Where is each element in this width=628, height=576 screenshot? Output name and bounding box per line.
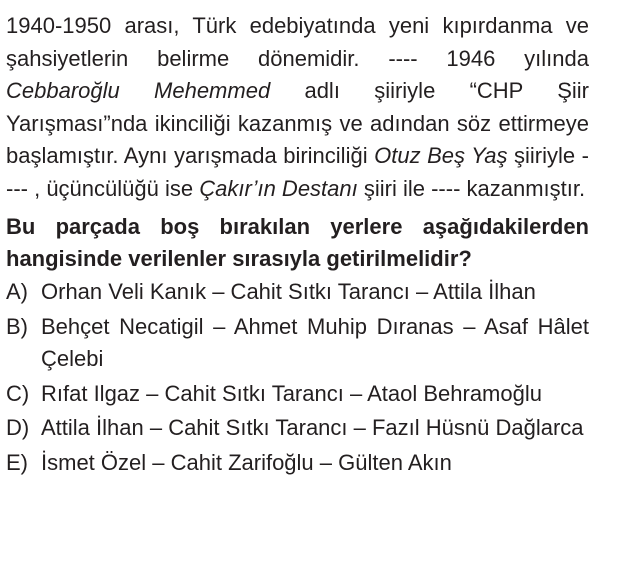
option-letter: A) xyxy=(6,279,28,304)
question-page xyxy=(6,10,589,479)
option-text: Orhan Veli Kanık – Cahit Sıtkı Tarancı – Attila İlhan xyxy=(41,279,536,304)
option-text: Behçet Necatigil – Ahmet Muhip Dıranas – Asaf Hâlet Çelebi xyxy=(41,313,589,371)
passage-paragraph xyxy=(6,10,589,205)
option-e[interactable] xyxy=(6,447,589,480)
option-text: Rıfat Ilgaz – Cahit Sıtkı Tarancı – Ataol Behramoğlu xyxy=(41,380,542,406)
option-letter: E) xyxy=(6,449,28,475)
option-letter: D) xyxy=(6,415,30,440)
option-text: Attila İlhan – Cahit Sıtkı Tarancı – Fazıl Hüsnü Dağlarca xyxy=(41,415,584,440)
option-c[interactable] xyxy=(6,378,589,411)
passage-text-3: şiiriyle ---- , üçüncülüğü ise xyxy=(6,143,589,201)
option-text: İsmet Özel – Cahit Zarifoğlu – Gülten Akın xyxy=(41,449,452,475)
passage-text-2: adlı şiiriyle “CHP Şiir Yarışması”nda ikinciliği kazanmış ve adından söz ettirmeye başlamıştır. Aynı yarışmada birinciliği xyxy=(6,78,589,168)
poem-title-otuz-bes-yas: Otuz Beş Yaş xyxy=(374,143,508,168)
passage-text-4: şiiri ile ---- kazanmıştır. xyxy=(357,175,586,201)
option-a[interactable] xyxy=(6,276,589,309)
option-letter: B) xyxy=(6,313,28,339)
question-stem: Bu parçada boş bırakılan yerlere aşağıdakilerden hangisinde verilenler sırasıyla getirilmelidir? xyxy=(6,214,589,271)
option-b[interactable] xyxy=(6,311,589,376)
option-letter: C) xyxy=(6,380,30,406)
passage-text-1: 1940-1950 arası, Türk edebiyatında yeni kıpırdanma ve şahsiyetlerin belirme dönemidir. ---- 1946 yılında xyxy=(6,13,589,71)
answer-options xyxy=(6,276,589,479)
poem-title-cakirin-destani: Çakır’ın Destanı xyxy=(199,175,358,201)
poem-title-cebbaroglu: Cebbaroğlu Mehemmed xyxy=(6,78,271,103)
passage xyxy=(6,10,589,205)
option-d[interactable] xyxy=(6,412,589,445)
